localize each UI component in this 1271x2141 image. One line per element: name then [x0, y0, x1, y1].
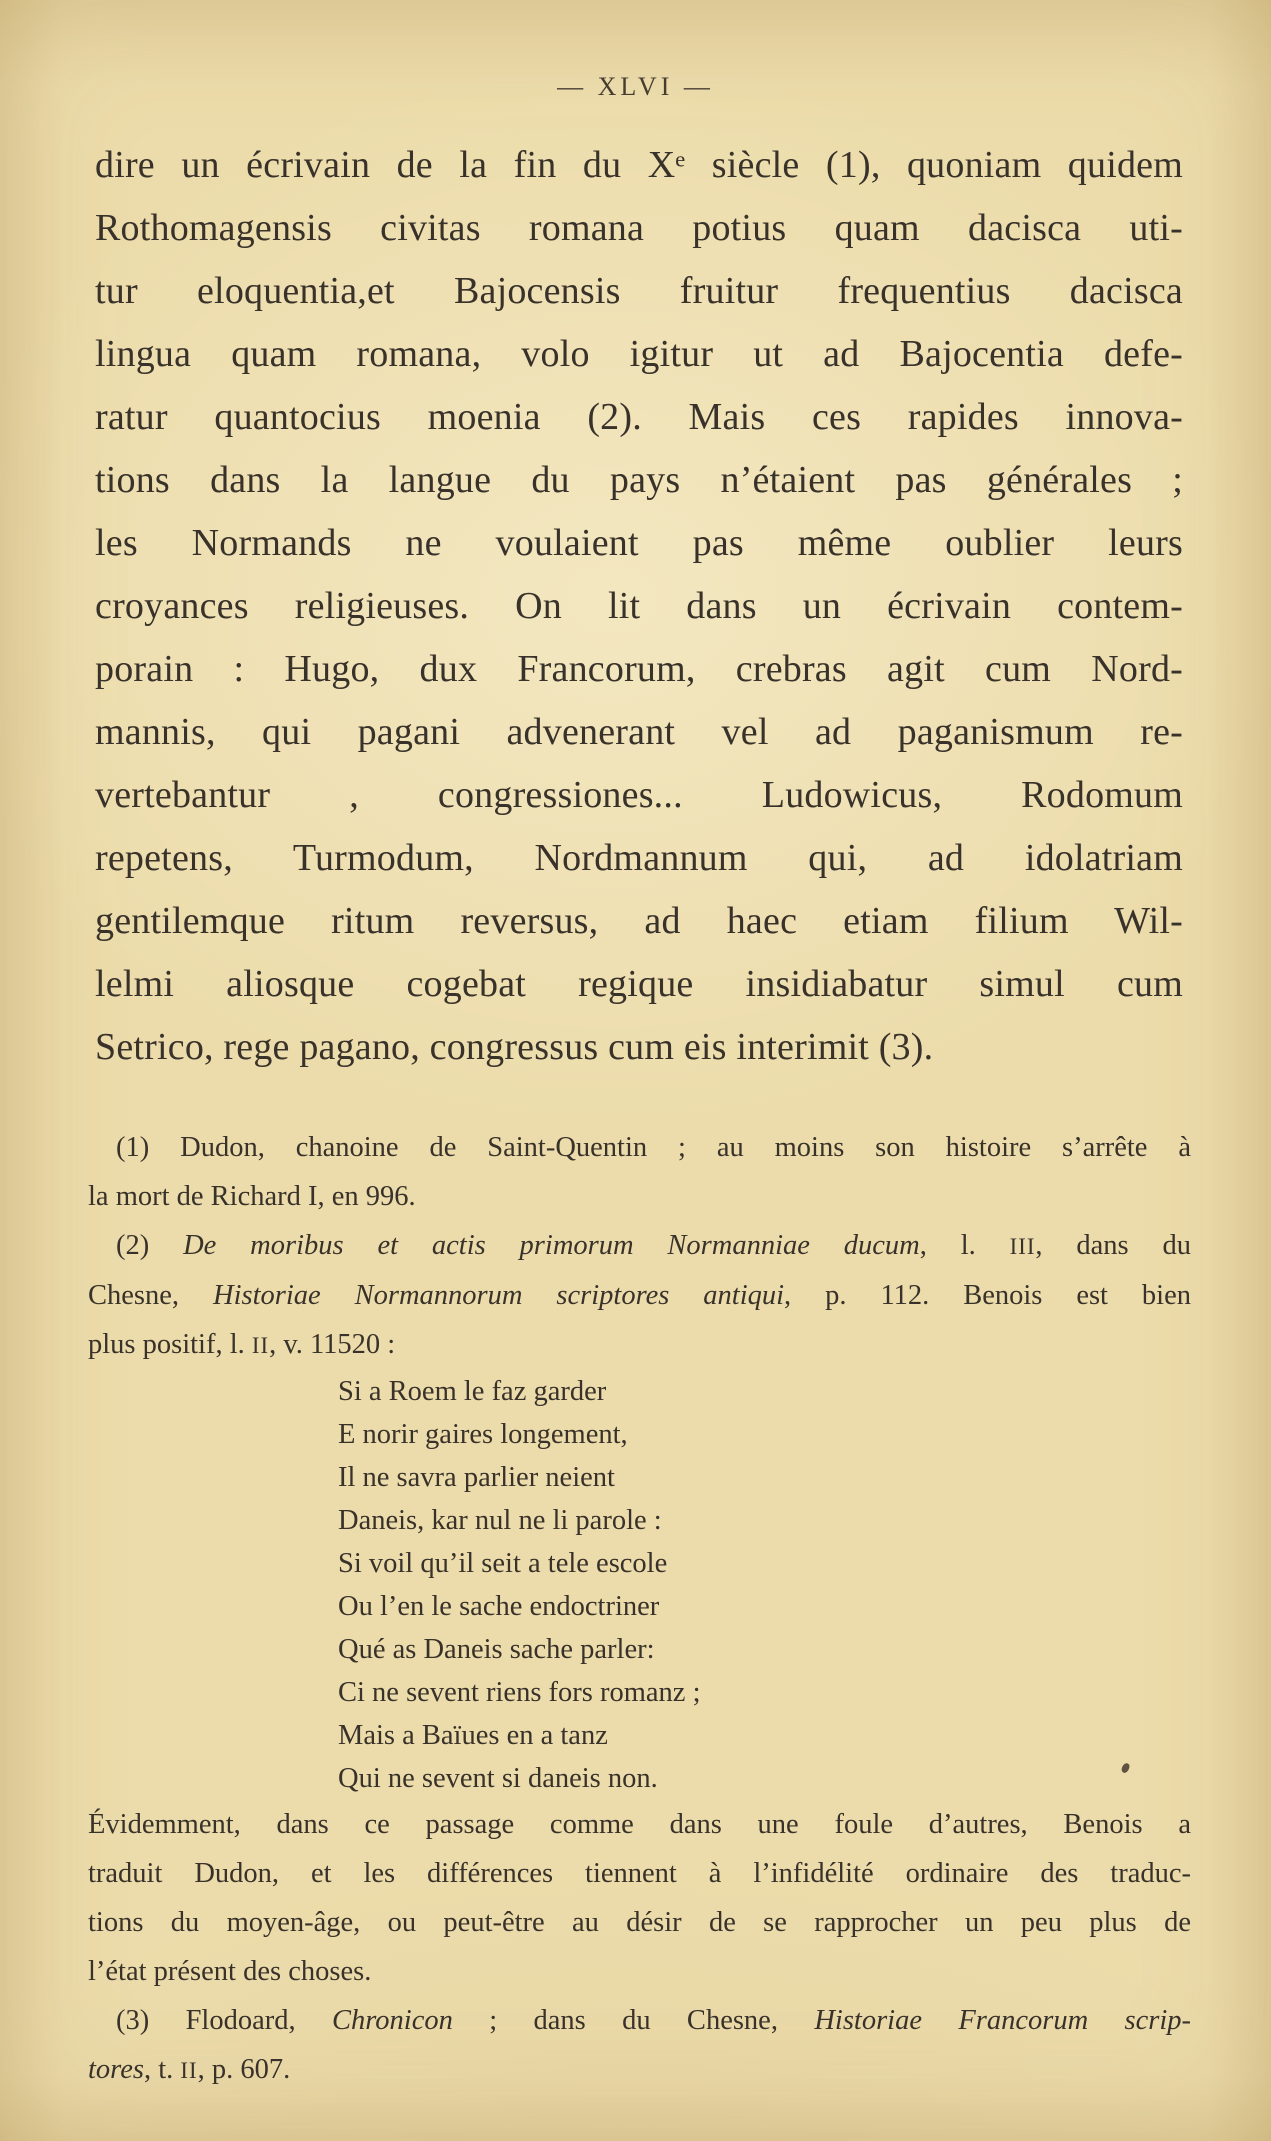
text-segment: tions du moyen-âge, ou peut-être au désir de se rapprocher un peu plus de: [88, 1907, 1191, 1938]
body-line: Rothomagensis civitas romana potius quam dacisca uti-: [95, 207, 1183, 249]
body-line: vertebantur , congressiones... Ludowicus, Rodomum: [95, 774, 1183, 816]
footnote-line: [88, 1320, 1191, 1370]
text-segment: Historiae Normannorum scriptores antiqui: [212, 1280, 785, 1311]
page-number: — XLVI —: [557, 72, 714, 101]
footnote-line: [88, 1271, 1191, 1320]
body-line: repetens, Turmodum, Nordmannum qui, ad idolatriam: [95, 837, 1183, 879]
text-segment: , l.: [919, 1230, 1010, 1261]
footnote-line: [88, 1123, 1191, 1172]
body-line: porain : Hugo, dux Francorum, crebras agit cum Nord-: [95, 648, 1183, 690]
footnote-line: [88, 2045, 1191, 2095]
footnote-line: [88, 1996, 1191, 2045]
text-segment: , p. 112. Benois est bien: [784, 1280, 1191, 1311]
text-segment: l’état présent des choses.: [88, 1956, 372, 1987]
text-segment: II: [180, 2058, 198, 2083]
text-segment: Si voil qu’il seit a tele escole: [338, 1548, 668, 1579]
text-segment: E norir gaires longement,: [338, 1419, 628, 1450]
verse-line: [338, 1370, 1191, 1413]
text-segment: Qui ne sevent si daneis non.: [338, 1763, 658, 1794]
text-segment: Ci ne sevent riens fors romanz ;: [338, 1677, 701, 1708]
text-segment: (2): [116, 1230, 184, 1261]
text-segment: Historiae Francorum scrip-: [814, 2005, 1192, 2036]
body-line: Setrico, rege pagano, congressus cum eis interimit (3).: [95, 1026, 934, 1068]
text-segment: II: [251, 1333, 270, 1358]
text-segment: la mort de Richard I, en 996.: [88, 1181, 416, 1212]
text-segment: III: [1009, 1234, 1036, 1259]
footnotes: [88, 1123, 1191, 2095]
body-line: mannis, qui pagani advenerant vel ad paganismum re-: [95, 711, 1183, 753]
body-line: ratur quantocius moenia (2). Mais ces rapides innova-: [95, 396, 1183, 438]
verse-line: [338, 1542, 1191, 1585]
footnote-line: [88, 1898, 1191, 1947]
text-segment: Évidemment, dans ce passage comme dans une foule d’autres, Benois a: [88, 1809, 1191, 1840]
verse-line: [338, 1456, 1191, 1499]
footnote-line: [88, 1947, 1191, 1996]
main-paragraph: [95, 134, 1183, 1079]
text-segment: , v. 11520 :: [269, 1329, 396, 1360]
text-segment: Qué as Daneis sache parler:: [338, 1634, 655, 1665]
body-line: lingua quam romana, volo igitur ut ad Bajocentia defe-: [95, 333, 1183, 375]
text-segment: tores: [88, 2054, 144, 2085]
footnote-line: [88, 1849, 1191, 1898]
text-segment: Il ne savra parlier neient: [338, 1462, 615, 1493]
body-line: tions dans la langue du pays n’étaient pas générales ;: [95, 459, 1183, 501]
text-segment: De moribus et actis primorum Normanniae ducum: [183, 1230, 920, 1261]
footnote-line: [88, 1172, 1191, 1221]
verse-line: [338, 1628, 1191, 1671]
verse-line: [338, 1671, 1191, 1714]
text-segment: Si a Roem le faz garder: [338, 1376, 607, 1407]
text-segment: ; dans du Chesne,: [452, 2005, 815, 2036]
body-line: lelmi aliosque cogebat regique insidiabatur simul cum: [95, 963, 1183, 1005]
text-segment: Chronicon: [331, 2005, 453, 2036]
body-line: tur eloquentia,et Bajocensis fruitur frequentius dacisca: [95, 270, 1183, 312]
footnote-line: [88, 1221, 1191, 1271]
text-segment: Chesne,: [88, 1280, 213, 1311]
footnote-line: [88, 1800, 1191, 1849]
text-segment: (3) Flodoard,: [116, 2005, 332, 2036]
verse-line: [338, 1757, 1191, 1800]
body-line: les Normands ne voulaient pas même oublier leurs: [95, 522, 1183, 564]
text-segment: , p. 607.: [197, 2054, 291, 2085]
page-header: [0, 0, 1271, 102]
text-segment: plus positif, l.: [88, 1329, 252, 1360]
text-segment: Mais a Baïues en a tanz: [338, 1720, 608, 1751]
text-segment: , dans du: [1035, 1230, 1191, 1261]
verse-line: [338, 1499, 1191, 1542]
text-segment: , t.: [143, 2054, 181, 2085]
text-segment: traduit Dudon, et les différences tiennent à l’infidélité ordinaire des traduc-: [88, 1858, 1191, 1889]
text-segment: (1) Dudon, chanoine de Saint-Quentin ; au moins son histoire s’arrête à: [116, 1132, 1191, 1163]
body-line: croyances religieuses. On lit dans un écrivain contem-: [95, 585, 1183, 627]
verse-line: [338, 1585, 1191, 1628]
text-segment: Daneis, kar nul ne li parole :: [338, 1505, 662, 1536]
body-line: gentilemque ritum reversus, ad haec etiam filium Wil-: [95, 900, 1183, 942]
verse-line: [338, 1413, 1191, 1456]
verse-line: [338, 1714, 1191, 1757]
text-segment: Ou l’en le sache endoctriner: [338, 1591, 660, 1622]
body-line: dire un écrivain de la fin du Xᵉ siècle (1), quoniam quidem: [95, 144, 1183, 186]
